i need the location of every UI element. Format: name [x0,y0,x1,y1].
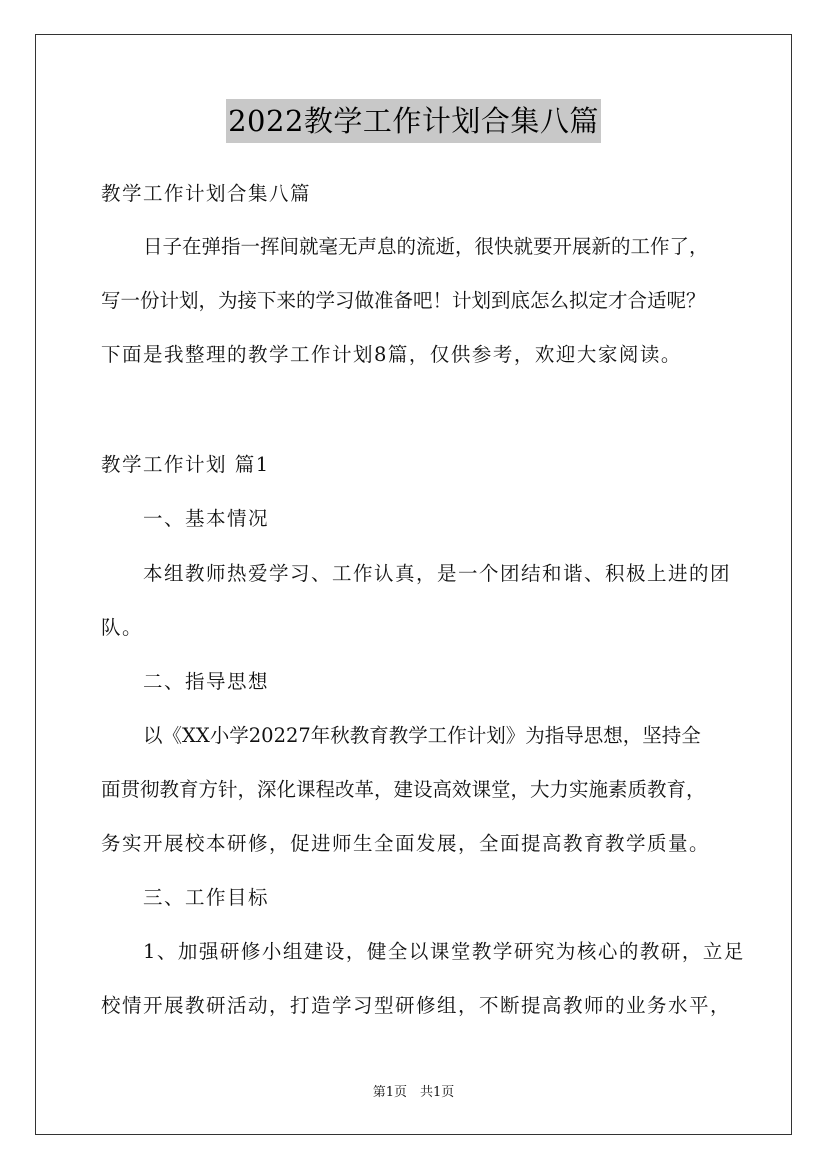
body-line: 校情开展教研活动，打造学习型研修组，不断提高教师的业务水平， [101,994,732,1017]
document-title: 2022教学工作计划合集八篇 [226,99,601,143]
heading-work-goals: 三、工作目标 [143,886,270,909]
page-footer: 第1页 共1页 [372,1085,455,1100]
body-line: 队。 [101,616,144,639]
intro-line-2: 写一份计划，为接下来的学习做准备吧！计划到底怎么拟定才合适呢？ [101,289,706,312]
heading-basic-situation: 一、基本情况 [143,507,270,530]
intro-line-3: 下面是我整理的教学工作计划8篇，仅供参考，欢迎大家阅读。 [101,343,682,366]
title-block [0,99,827,143]
heading-guiding-thought: 二、指导思想 [143,670,270,693]
body-line: 1、加强研修小组建设，健全以课堂教学研究为核心的教研，立足 [143,940,745,963]
body-line: 本组教师热爱学习、工作认真，是一个团结和谐、积极上进的团 [143,562,732,585]
intro-line-1: 日子在弹指一挥间就毫无声息的流逝，很快就要开展新的工作了， [143,235,709,258]
body-line: 务实开展校本研修，促进师生全面发展，全面提高教育教学质量。 [101,832,711,855]
section-heading: 教学工作计划 篇1 [101,453,270,476]
body-line: 以《XX小学20227年秋教育教学工作计划》为指导思想，坚持全 [143,724,701,747]
body-line: 面贯彻教育方针，深化课程改革，建设高效课堂，大力实施素质教育， [101,778,706,801]
document-subtitle: 教学工作计划合集八篇 [101,182,312,205]
